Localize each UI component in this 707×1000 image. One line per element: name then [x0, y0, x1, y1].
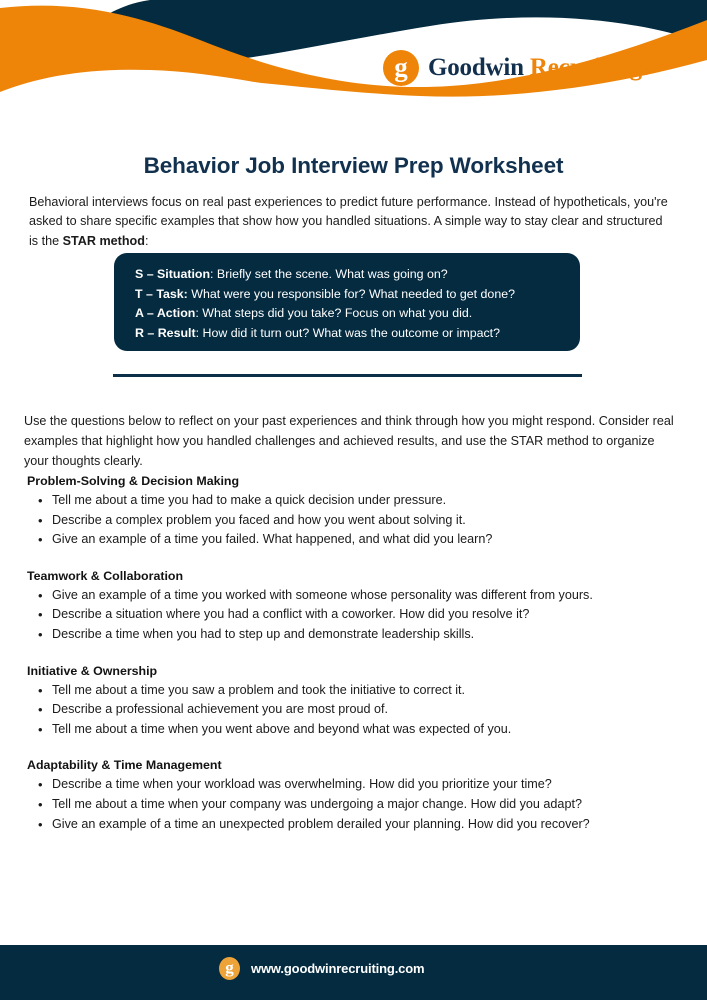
question-sections	[24, 474, 684, 834]
star-description: : What steps did you take? Focus on what you did.	[195, 306, 473, 321]
footer-brand	[219, 957, 424, 980]
intro-emphasis-star-method: STAR method	[62, 233, 145, 248]
star-letter: R –	[135, 325, 158, 340]
section-heading: Teamwork & Collaboration	[27, 568, 184, 583]
question-item: • Give an example of a time an unexpected problem derailed your planning. How did you recover?	[24, 815, 684, 835]
section-heading: Adaptability & Time Management	[27, 758, 222, 773]
logo-name-primary: Goodwin	[428, 54, 524, 81]
intro-text-part-1: Behavioral interviews focus on real past experiences to predict future performance. Instead of hypotheticals, you're asked to share specific examples that show how you handled situations. A simple way to stay clear and structured is the	[29, 194, 668, 248]
section-heading: Problem-Solving & Decision Making	[27, 474, 240, 488]
page-title: Behavior Job Interview Prep Worksheet	[143, 153, 564, 179]
question-item: • Describe a situation where you had a conflict with a coworker. How did you resolve it?	[24, 605, 684, 625]
question-item: • Describe a time when you had to step up and demonstrate leadership skills.	[24, 625, 684, 645]
star-description: What were you responsible for? What needed to get done?	[187, 286, 515, 301]
star-label: Situation	[157, 267, 211, 281]
question-item: • Tell me about a time when you went above and beyond what was expected of you.	[24, 720, 684, 740]
star-label: Result	[157, 325, 196, 340]
star-line	[135, 265, 580, 285]
lead-paragraph: Use the questions below to reflect on your past experiences and think through how you might respond. Consider real examples that highlight how you handled challenges and achieved results, and use the STAR method to organize your thoughts clearly.	[24, 413, 674, 468]
star-line	[135, 324, 580, 344]
logo-name-secondary: Recruiting	[529, 54, 642, 81]
logo-wordmark	[428, 54, 650, 82]
star-line	[135, 304, 580, 324]
question-item: • Describe a complex problem you faced and how you went about solving it.	[24, 511, 684, 531]
question-list	[24, 491, 684, 550]
star-letter: A –	[135, 306, 157, 321]
question-item: • Tell me about a time you had to make a quick decision under pressure.	[24, 491, 684, 511]
star-letter: T –	[135, 286, 157, 301]
question-section	[24, 474, 684, 550]
star-description: : How did it turn out? What was the outcome or impact?	[195, 325, 501, 340]
star-label: Task:	[156, 286, 188, 301]
question-item: • Describe a professional achievement you are most proud of.	[24, 700, 684, 720]
footer-logo-g-icon: g	[219, 957, 240, 980]
logo-g-icon: g	[383, 50, 419, 86]
star-description: : Briefly set the scene. What was going on?	[210, 267, 448, 281]
footer-website-url[interactable]: www.goodwinrecruiting.com	[251, 961, 425, 976]
question-item: • Give an example of a time you failed. What happened, and what did you learn?	[24, 530, 684, 550]
question-item: • Give an example of a time you worked with someone whose personality was different from yours.	[24, 586, 684, 606]
question-section	[24, 758, 684, 834]
section-heading: Initiative & Ownership	[27, 663, 158, 678]
intro-paragraph	[29, 193, 670, 252]
star-line	[135, 285, 580, 305]
question-section	[24, 664, 684, 740]
section-divider	[113, 374, 582, 377]
question-section	[24, 569, 684, 645]
question-list	[24, 681, 684, 740]
brand-logo	[383, 50, 650, 86]
question-list	[24, 586, 684, 645]
question-item: • Tell me about a time you saw a problem and took the initiative to correct it.	[24, 681, 684, 701]
star-label: Action	[156, 306, 196, 321]
question-item: • Tell me about a time when your company was undergoing a major change. How did you adapt?	[24, 795, 684, 815]
question-list	[24, 775, 684, 834]
star-method-box	[114, 253, 580, 351]
star-letter: S –	[135, 267, 158, 281]
page-footer	[0, 945, 707, 1000]
intro-text-part-2: :	[144, 233, 149, 248]
registered-trademark-icon: ®	[641, 66, 650, 78]
question-item: • Describe a time when your workload was overwhelming. How did you prioritize your time?	[24, 775, 684, 795]
